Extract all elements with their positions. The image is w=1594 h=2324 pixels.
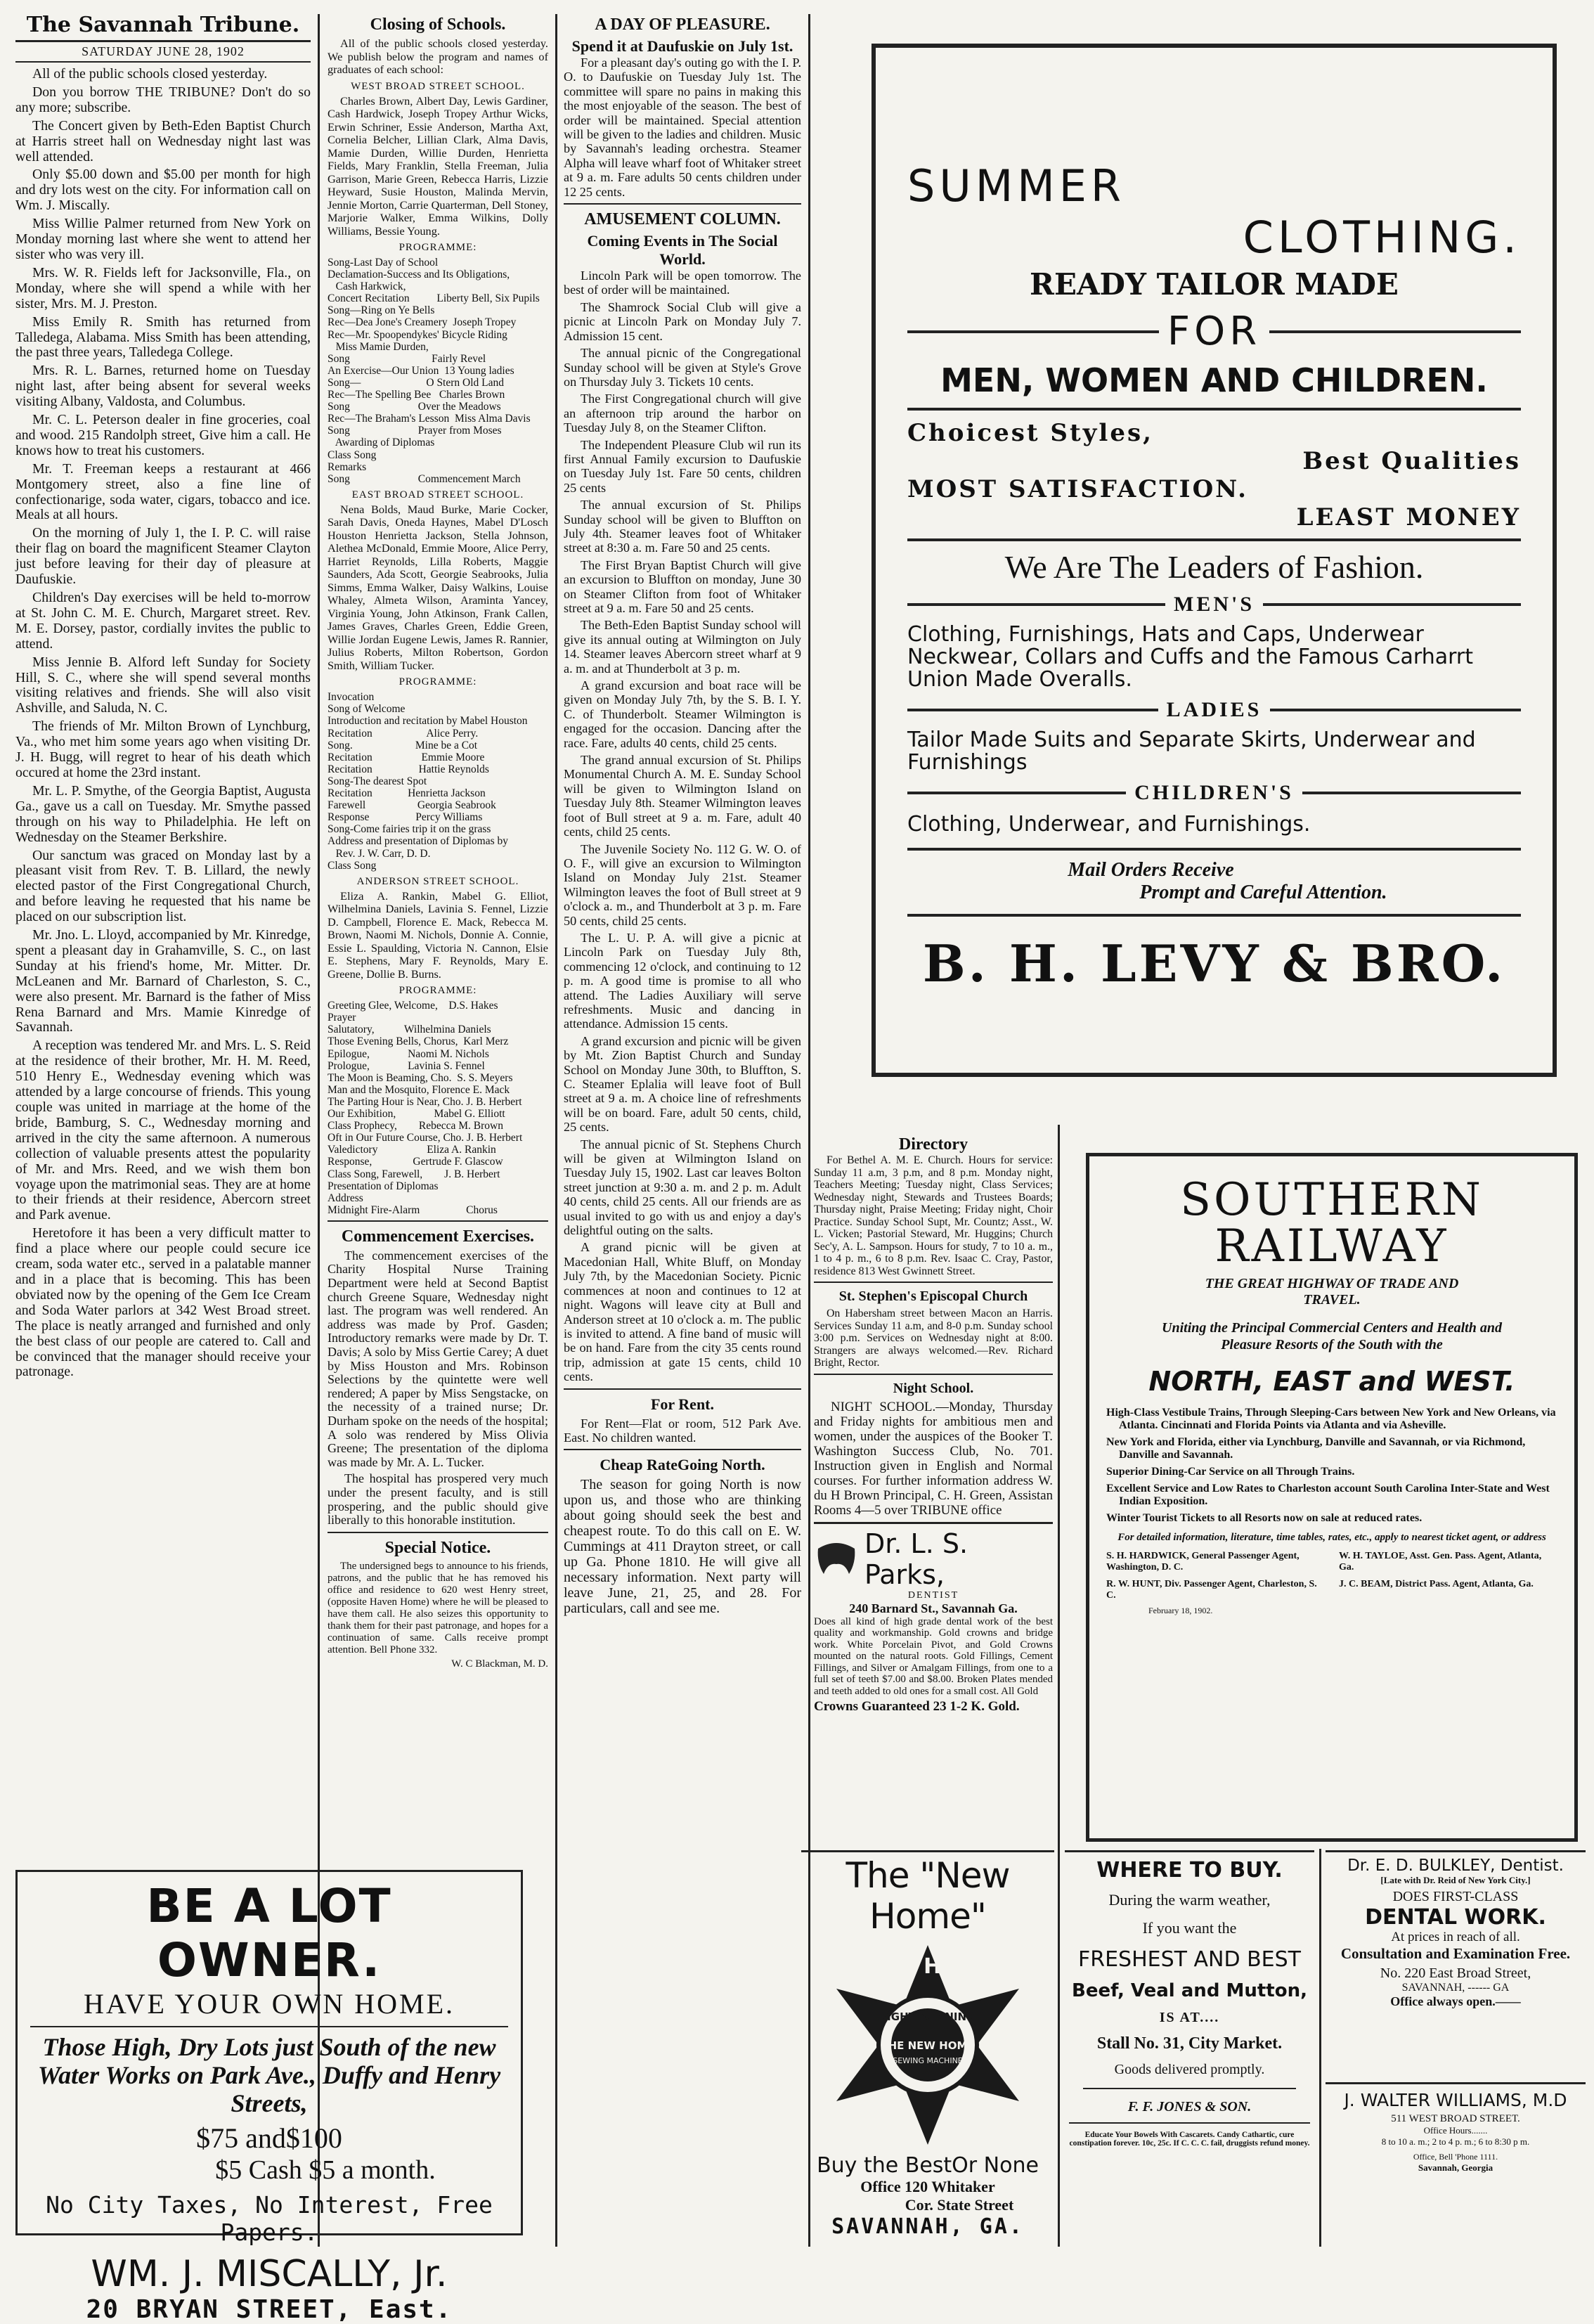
southern-item: Superior Dining-Car Service on all Through Trains. (1106, 1466, 1355, 1478)
williams-name: J. WALTER WILLIAMS, M.D (1344, 2090, 1567, 2110)
divider (1069, 2122, 1310, 2124)
lot-ad-address: 20 BRYAN STREET, East. (86, 2295, 453, 2324)
column-rule (1058, 1125, 1060, 2247)
divider (814, 1374, 1053, 1375)
levy-mail-1: Mail Orders Receive (1068, 859, 1234, 881)
new-home-buy: Buy the BestOr None (817, 2153, 1039, 2178)
levy-clothing: CLOTHING. (1243, 212, 1521, 263)
amusement-items (564, 269, 801, 1383)
where-line-6: Stall No. 31, City Market. (1096, 2034, 1283, 2053)
where-line-2: If you want the (1142, 1919, 1237, 1937)
amusement-item: The Independent Pleasure Club wil run its first Annual Family excursion to Daufuskie on Tuesday July 1st. Fare 50 cents, children 25 cents (564, 437, 801, 495)
news-item: Mr. C. L. Peterson dealer in fine groceries, coal and wood. 215 Randolph street, Give him a call. He knows how to treat his customers. (15, 412, 311, 458)
programme-label: PROGRAMME: (398, 242, 477, 253)
new-home-light-running: LIGHT RUNNING (880, 2010, 976, 2023)
levy-least: LEAST MONEY (1296, 503, 1521, 531)
east-school-title: EAST BROAD STREET SCHOOL. (351, 489, 524, 501)
news-item: Heretofore it has been a very difficult matter to find a place where our people could secure ice cream, soda water etc., served in a palatable manner and in a place that is becoming. This has been obviated now by the opening of the Gem Ice Cream and Soda Water parlors at 342 West Broad street. The place is neatly arranged and furnished and only the best class of our people are catered to. Call and be convinced that the manager should receive your patronage. (15, 1225, 311, 1380)
rent-heading: For Rent. (650, 1395, 715, 1413)
southern-tagline: THE GREAT HIGHWAY OF TRADE AND TRAVEL. (1205, 1276, 1459, 1308)
column-rule (1319, 1849, 1321, 2247)
parks-crowns: Crowns Guaranteed 23 1-2 K. Gold. (814, 1699, 1020, 1714)
levy-most: MOST SATISFACTION. (907, 475, 1248, 503)
amusement-item: The grand annual excursion of St. Philips Monumental Church A. M. E. Sunday School will be given to Wilmington Island on Tuesday July 8th. Steamer Wilmington leaves foot of Bull street at 9 a. m. Fare, adult 40 cents, child 25 cents. (564, 753, 801, 839)
southern-uniting: Uniting the Principal Commercial Centers and Health and Pleasure Resorts of the South with the (1162, 1320, 1502, 1353)
levy-children-text: Clothing, Underwear, and Furnishings. (907, 812, 1311, 837)
amusement-item: A grand excursion and boat race will be given on Monday July 7th, by the S. B. I. Y. C. of Thunderbolt. Steamer Wilmington is engaged for the occasion. Dancing after the race. Fare, adults 40 cents, child 25 cents. (564, 678, 801, 750)
column-rule (555, 14, 557, 2247)
lot-owner-ad (15, 1870, 523, 2324)
lot-ad-price: $75 and$100 (196, 2122, 342, 2154)
pleasure-text: For a pleasant day's outing go with the I. P. O. to Daufuskie on Tuesday July 1st. The committee will spare no pains in making this the most enjoyable of the season. The best of order will be maintained. Special attention will be given to the ladies and children. Music by Savannah's leading orchestra. Steamer Alpha will leave wharf foot of Whitaker street at 9 a. m. Fare adults 50 cents children under 12 25 cents. (564, 56, 801, 199)
where-line-3: FRESHEST AND BEST (1077, 1947, 1302, 1972)
where-footer: Educate Your Bowels With Cascarets. Candy Cathartic, cure constipation forever. 10c, 25c. If C. C. C. fail, druggists refund money. (1069, 2131, 1310, 2148)
southern-item: Winter Tourist Tickets to all Resorts now on sale at reduced rates. (1106, 1512, 1423, 1524)
levy-men-women-children: MEN, WOMEN AND CHILDREN. (940, 361, 1488, 399)
levy-children: CHILDREN'S (1134, 781, 1294, 804)
pleasure-heading: A DAY OF PLEASURE. (595, 15, 770, 34)
williams-hours-label: Office Hours....... (1423, 2125, 1488, 2136)
divider (564, 1449, 801, 1450)
west-school-programme: Song-Last Day of School Declamation-Success and Its Obligations, Cash Harkwick, Concert Recitation Liberty Bell, Six Pupils Song—Ring on Ye Bells Rec—Dea Jone's Creamery Joseph Tropey Rec—Mr. Spoopendykes' Bicycle Riding Miss Mamie Durden, Song Fairly Revel An Exercise—Our Union 13 Young ladies Song— O Stern Old Land Rec—The Spelling Bee Charles Brown Song Over the Meadows Rec—The Braham's Lesson Miss Alma Davis Song Prayer from Moses Awarding of Diplomas Class Song Remarks Song Commencement March (328, 257, 540, 485)
southern-date: February 18, 1902. (1148, 1606, 1213, 1615)
news-item: On the morning of July 1, the I. P. C. will raise their flag on board the magnificent Steamer Clayton just before leaving for their day of pleasure at Daufuskie. (15, 525, 311, 588)
parks-ad (814, 1528, 1053, 1715)
amusement-item: A grand picnic will be given at Macedonian Hall, White Bluff, on Monday July 7th, by the Macedonian Society. Picnic commences at noon and continues to 12 at night. Wagons will leave city at Bull and Anderson street at 10 o'clock a. m. The public is invited to attend. A fine band of music will be on hand. Fare from the city 35 cents round trip, admission at gate 15 cents, child 10 cents. (564, 1240, 801, 1384)
levy-for-bar (907, 309, 1521, 354)
williams-city: Savannah, Georgia (1418, 2162, 1493, 2173)
cheap-rate-heading: Cheap RateGoing North. (600, 1456, 765, 1474)
commencement-text-2: The hospital has prospered very much under the present faculty, and is still prospering, and the public should give liberally to this honorable institution. (328, 1471, 548, 1528)
lot-ad-desc: Those High, Dry Lots just South of the new Water Works on Park Ave., Duffy and Henry Streets, (37, 2033, 501, 2117)
southern-item: New York and Florida, either via Lynchburg, Danville and Savannah, or via Richmond, Danville and Savannah. (1106, 1436, 1526, 1461)
column-1 (15, 13, 311, 1868)
amusement-item: Lincoln Park will be open tomorrow. The best of order will be maintained. (564, 269, 801, 297)
levy-mens-text: Clothing, Furnishings, Hats and Caps, Underwear Neckwear, Collars and Cuffs and the Famous Carharrt Union Made Overalls. (907, 622, 1474, 692)
lot-ad-no-tax: No City Taxes, No Interest, Free Papers. (46, 2191, 493, 2246)
news-item: Miss Willie Palmer returned from New York on Monday morning last where she went to attend her sister who was very ill. (15, 216, 311, 262)
new-home-sewing: SEWING MACHINE (893, 2056, 963, 2065)
amusement-item: The Shamrock Social Club will give a picnic at Lincoln Park on Monday July 7. Admission 15 cent. (564, 299, 801, 343)
new-home-corner: Cor. State Street (905, 2196, 1014, 2214)
southern-railway-ad (1086, 1153, 1578, 1842)
new-home-center: THE NEW HOME (881, 2039, 975, 2052)
pleasure-subheading: Spend it at Daufuskie on July 1st. (571, 37, 793, 55)
rent-text: For Rent—Flat or room, 512 Park Ave. East. No children wanted. (564, 1416, 801, 1445)
news-item: All of the public schools closed yesterday. (32, 66, 268, 82)
levy-clothing-ad (871, 44, 1557, 1077)
southern-item: Excellent Service and Low Rates to Charleston account South Carolina Inter-State and West Indian Exposition. (1106, 1483, 1550, 1507)
news-item: Mr. L. P. Smythe, of the Georgia Baptist, Augusta Ga., gave us a call on Tuesday. Mr. Smythe passed through on his way to Philadelphia. He left on Wednesday on the Steamer Berkshire. (15, 782, 311, 845)
levy-mens: MEN'S (1174, 593, 1255, 616)
where-title: WHERE TO BUY. (1096, 1858, 1283, 1883)
news-item: Miss Jennie B. Alford left Sunday for Society Hill, S. C., where she will spend several months visiting relatives and friends. She will also visit Ashville, and Saluda, N. C. (15, 654, 311, 716)
where-line-7: Goods delivered promptly. (1114, 2062, 1265, 2077)
directory-column (814, 1135, 1053, 1845)
new-home-ring-text: NEW HOME (860, 1954, 995, 1979)
amusement-item: The Juvenile Society No. 112 G. W. O. of O. F., will give an excursion to Wilmington Island on Monday July 21st. Steamer Wilmington leaves the foot of Bull street at 9 o'clock a. m., and Thunderbolt at 3 p. m. Fare 50 cents, child 25 cents. (564, 841, 801, 928)
amusement-item: The First Bryan Baptist Church will give an excursion to Bluffton on monday, June 30 on Steamer Clifton from foot of Whitaker street at 9 a. m. Fare 50 and 25 cents. (564, 557, 801, 615)
southern-title-1: SOUTHERN (1180, 1174, 1484, 1226)
amusement-heading: AMUSEMENT COLUMN. (584, 210, 781, 229)
southern-agent: W. H. TAYLOE, Asst. Gen. Pass. Agent, Atlanta, Ga. (1339, 1551, 1542, 1573)
news-item: Children's Day exercises will be held to-morrow at St. John C. M. E. Church, Margaret street. Rev. M. E. Dorsey, pastor, cordially invites the public to attend. (15, 590, 311, 652)
divider (814, 1282, 1053, 1283)
divider (907, 914, 1521, 917)
new-home-ad (801, 1850, 1054, 2244)
news-item: A reception was tendered Mr. and Mrs. L. S. Reid at the residence of their brother, Mr. H. M. Reed, 510 Henry E., Wednesday evening which was attended by a large concourse of friends. This young couple was united in marriage at the home of the bride, Bamburg, S. C., Wednesday morning and arrived in the city the same afternoon. A numerous collection of valuable presents attest the popularity of Mr. and Mrs. Reed, and we wish them bon voyage upon the matrimonial seas. They are at home to their friends at their residence, Abercorn street and Park avenue. (15, 1038, 311, 1223)
williams-hours: 8 to 10 a. m.; 2 to 4 p. m.; 6 to 8:30 p m. (1381, 2136, 1530, 2147)
bulkley-city: SAVANNAH, ------ GA (1401, 1982, 1510, 1994)
night-school-title: Night School. (893, 1380, 974, 1396)
where-to-buy-ad (1065, 1850, 1314, 2244)
levy-for: FOR (1167, 309, 1262, 354)
new-home-office: Office 120 Whitaker (860, 2178, 995, 2195)
divider (907, 538, 1521, 541)
parks-role: DENTIST (907, 1589, 959, 1601)
new-home-star-logo (808, 1939, 1047, 2150)
bulkley-address: No. 220 East Broad Street, (1380, 1965, 1531, 1981)
divider (1083, 2088, 1296, 2089)
levy-leaders: We Are The Leaders of Fashion. (1004, 549, 1424, 585)
levy-children-bar (907, 781, 1521, 805)
southern-nsew: NORTH, EAST and WEST. (1148, 1366, 1515, 1397)
southern-item: High-Class Vestibule Trains, Through Sleeping-Cars between New York and New Orleans, via Atlanta. Cincinnati and Florida Points via Atlanta and via Asheville. (1106, 1407, 1556, 1431)
news-item: Don you borrow THE TRIBUNE? Don't do so any more; subscribe. (15, 84, 311, 115)
bulkley-office: Office always open.—— (1390, 1994, 1521, 2008)
column-2 (328, 15, 548, 1868)
where-line-5: IS AT.... (1159, 2010, 1220, 2025)
williams-phone: Office, Bell 'Phone 1111. (1413, 2152, 1498, 2162)
levy-summer: SUMMER (907, 160, 1125, 212)
news-item: The friends of Mr. Milton Brown of Lynchburg, Va., who met him some years ago when visiting Dr. J. H. Bugg, will regret to hear of his death which occured at home the 23rd instant. (15, 718, 311, 780)
news-item: Miss Emily R. Smith has returned from Talledega, Alabama. Miss Smith has been attending, the past three years, Talledega College. (15, 314, 311, 361)
anderson-school-programme: Greeting Glee, Welcome, D.S. Hakes Prayer Salutatory, Wilhelmina Daniels Those Evening Bells, Chorus, Karl Merz Epilogue, Naomi M. Nichols Prologue, Lavinia S. Fennel The Moon is Beaming, Cho. S. S. Meyers Man and the Mosquito, Florence E. Mack The Parting Hour is Near, Cho. J. B. Herbert Our Exhibition, Mabel G. Elliott Class Prophecy, Rebecca M. Brown Oft in Our Future Course, Cho. J. B. Herbert Valedictory Eliza A. Rankin Response, Gertrude F. Glascow Class Song, Farewell, J. B. Herbert Presentation of Diplomas Address Midnight Fire-Alarm Chorus (328, 1000, 523, 1216)
east-school-names: Nena Bolds, Maud Burke, Marie Cocker, Sarah Davis, Oneda Haynes, Mabel D'Losch Houston Henrietta Jackson, Stella Johnson, Alethea McDonald, Emmie Moore, Alice Perry, Harriet Reynolds, Lilla Roberts, Maggie Saunders, Ada Scott, Georgie Seabrooks, Julia Simms, Emma Walker, Daisy Walkins, Louise Whaley, Almeta Wilson, Araminta Yancey, Virginia Young, John Atkinson, Frank Callen, James Graves, Charles Green, Eddie Green, Willie Jordan Eugene Lewis, James R. Rannier, Julius Roberts, Milton Robertson, Gordon Smith, William Tucker. (328, 502, 548, 672)
levy-name: B. H. LEVY & BRO. (922, 934, 1506, 993)
bulkley-late: [Late with Dr. Reid of New York City.] (1380, 1875, 1531, 1885)
southern-items (1106, 1407, 1557, 1525)
lot-ad-sub: HAVE YOUR OWN HOME. (30, 1987, 508, 2027)
notice-heading: Special Notice. (384, 1538, 491, 1557)
parks-address: 240 Barnard St., Savannah Ga. (849, 1601, 1018, 1615)
levy-ladies-bar (907, 698, 1521, 722)
divider (907, 408, 1521, 411)
commencement-heading: Commencement Exercises. (341, 1227, 535, 1246)
divider (814, 1522, 1053, 1524)
anderson-school-names: Eliza A. Rankin, Mabel G. Elliot, Wilhelmina Daniels, Lavinia S. Fennel, Lizzie D. Campbell, Florence E. Mack, Rebecca M. Brown, Naomi M. Nichols, Donnie A. Connie, Essie L. Spaulding, Victoria N. Cannon, Elsie E. Stephens, Mary F. Reynolds, Mary E. Greene, Dollie B. Burns. (328, 889, 548, 981)
schools-intro: All of the public schools closed yesterday. We publish below the program and names of graduates of each school: (328, 37, 548, 76)
news-item: Our sanctum was graced on Monday last by a pleasant visit from Rev. T. B. Lillard, the newly elected pastor of the First Congregational Church, and before leaving he requested that his name be placed on our subscription list. (15, 847, 311, 925)
levy-best: Best Qualities (1302, 447, 1521, 475)
levy-ladies: LADIES (1166, 698, 1262, 721)
southern-agents (1106, 1551, 1557, 1601)
amusement-item: The Beth-Eden Baptist Sunday school will give its annual outing at Wilmington on July 14. Steamer leaves Abercorn street wharf at 9 a. m. and at Thunderbolt at 3 p. m. (564, 618, 801, 676)
where-line-1: During the warm weather, (1108, 1891, 1271, 1909)
programme-label: PROGRAMME: (398, 985, 477, 997)
bulkley-dental: DENTAL WORK. (1365, 1905, 1546, 1930)
amusement-item: The L. U. P. A. will give a picnic at Lincoln Park on Tuesday July 8th, commencing 12 o'clock, and continuing to 12 p. m. A good time is promise to all who attend. The Ladies Auxiliary will serve refreshments. Music and dancing in attendance. Admission 15 cents. (564, 930, 801, 1031)
divider (328, 1532, 548, 1533)
williams-address: 511 WEST BROAD STREET. (1391, 2113, 1520, 2124)
west-school-title: WEST BROAD STREET SCHOOL. (351, 80, 525, 92)
levy-choicest: Choicest Styles, (907, 419, 1153, 447)
levy-mens-bar (907, 593, 1521, 616)
masthead-date: SATURDAY JUNE 28, 1902 (15, 42, 311, 63)
southern-agent: S. H. HARDWICK, General Passenger Agent, Washington, D. C. (1106, 1551, 1300, 1573)
amusement-item: The annual picnic of St. Stephens Church will be given at Wilmington Island on Tuesday July 15, 1902. Last car leaves Bolton street junction at 9:30 a. m. and 2 p. m. Adult 40 cents, child 25 cents. All our friends are as usual invited to go with us and enjoy a day's delightful outing on the salts. (564, 1137, 801, 1238)
column-3 (564, 15, 801, 2237)
masthead-title: The Savannah Tribune. (15, 13, 311, 42)
bulkley-ad (1326, 1850, 1586, 2082)
bulkley-prices: At prices in reach of all. (1391, 1930, 1520, 1944)
divider (328, 1220, 548, 1222)
bethel-directory: For Bethel A. M. E. Church. Hours for service: Sunday 11 a.m, 3 p.m, and 8 p.m. Monday night, Teachers Meeting; Tuesday night, Class Services; Wednesday night, Stewards and Trustees Boards; Thursday night, Praise Meeting; Friday night, Choir Practice. Sunday School Supt, Mr. Countz; Asst., W. L. Vicken; Pastorial Steward, Mr. Huggins; Church Sec'y, A. L. Sampson. Hours for study, 7 to 10 a. m., 1 to 4 p. m., 6 to 8 p.m. Rev. Isaac C. Cray, Pastor, residence 813 West Gwinnett Street. (814, 1154, 1053, 1277)
levy-mail-2: Prompt and Careful Attention. (1139, 882, 1387, 903)
parks-name: Dr. L. S. Parks, (864, 1528, 968, 1590)
divider (907, 848, 1521, 851)
news-item: Mrs. R. L. Barnes, returned home on Tuesday night last, after being absent for several weeks visiting Albany, Valdosta, and Columbus. (15, 363, 311, 410)
bulkley-consult: Consultation and Examination Free. (1340, 1945, 1571, 1962)
notice-signature: W. C Blackman, M. D. (451, 1658, 548, 1670)
southern-agent: J. C. BEAM, District Pass. Agent, Atlanta, Ga. (1339, 1579, 1534, 1589)
amusement-item: The annual picnic of the Congregational Sunday school will be given at Style's Grove on Thursday July 3. Tickets 10 cents. (564, 346, 801, 389)
southern-detail: For detailed information, literature, time tables, rates, etc., apply to nearest ticket agent, or address (1117, 1532, 1546, 1543)
levy-ready: READY TAILOR MADE (1030, 267, 1399, 302)
bulkley-name: Dr. E. D. BULKLEY, Dentist. (1347, 1857, 1564, 1875)
notice-text: The undersigned begs to announce to his friends, patrons, and the public that he has removed his office and residence to 620 west Henry street, (opposite Haven Home) where he will be pleased to have them call. He also seizes this opportunity to thank them for their past patronage, and hopes for a continuation of same. Calls receive prompt attention. Bell Phone 332. (328, 1560, 548, 1655)
where-line-4: Beef, Veal and Mutton, (1072, 1980, 1307, 2001)
tooth-icon (814, 1542, 859, 1577)
programme-label: PROGRAMME: (398, 676, 477, 688)
amusement-subheading: Coming Events in The Social World. (587, 232, 778, 269)
where-sign: F. F. JONES & SON. (1127, 2099, 1252, 2115)
divider (564, 1388, 801, 1390)
stephen-text: On Habersham street between Macon an Harris. Services Sunday 11 a.m, and 8-0 p.m. Sunday school 3:00 p.m. Services on Wednesday night at 8:00. Strangers are always welcomed.—Rev. Richard Bright, Rector. (814, 1308, 1053, 1369)
anderson-school-title: ANDERSON STREET SCHOOL. (356, 875, 519, 887)
divider (564, 203, 801, 205)
news-item: Mr. T. Freeman keeps a restaurant at 466 Montgomery street, also a fine line of confectionarige, soda water, cigars, tobacco and ice. Meals at all hours. (15, 460, 311, 523)
directory-title: Directory (898, 1135, 968, 1154)
stephen-title: St. Stephen's Episcopal Church (838, 1289, 1028, 1304)
parks-text: Does all kind of high grade dental work of the best quality and workmanship. Gold crowns and bridge work. White Porcelain Pivot, and Gold Crowns mounted on the natural roots. Gold Fillings, Cement Fillings, and Silver or Amalgam Fillings, from one to a full set of teeth $7.00 and $8.00. Broken Plates mended and teeth added to old ones for a small cost. All Gold (814, 1615, 1053, 1697)
local-news (15, 67, 311, 1380)
news-item: Only $5.00 down and $5.00 per month for high and dry lots west on the city. For information call on Wm. J. Miscally. (15, 167, 311, 214)
lot-ad-terms: $5 Cash $5 a month. (215, 2155, 436, 2185)
news-item: Mrs. W. R. Fields left for Jacksonville, Fla., on Monday, where she will spend a while with her sister, Mrs. M. J. Preston. (15, 264, 311, 311)
commencement-text: The commencement exercises of the Charity Hospital Nurse Training Department were held at Second Baptist church Greene Square, Wednesday night last. The program was well rendered. An address was made by Prof. Gasden; Introductory remarks were made by Dr. T. Davis; A solo by Miss Gertie Carey; A duet by Miss Houston and Mrs. Robinson Selections by the quintette were well rendered; A paper by Miss Sengstacke, on the necessity of a trained nurse; Dr. Durham spoke on the needs of the hospital; A solo was rendered by Miss Olivia Greene; The presentation of the diploma was made by Mr. A. L. Tucker. (328, 1248, 548, 1469)
amusement-item: The annual excursion of St. Philips Sunday school will be given to Bluffton on July 4th. Steamer leaves foot of Whitaker street at 8:30 a. m. Fare 50 and 25 cents. (564, 498, 801, 555)
bulkley-does: DOES FIRST-CLASS (1392, 1889, 1519, 1904)
new-home-city: SAVANNAH, GA. (831, 2214, 1024, 2239)
lot-ad-title: BE A LOT OWNER. (146, 1879, 392, 1987)
amusement-item: The First Congregational church will give an afternoon trip around the harbor on Tuesday July 8, on the Steamer Clifton. (564, 392, 801, 435)
news-item: Mr. Jno. L. Lloyd, accompanied by Mr. Kinredge, spent a pleasant day in Grahamville, S. C., on last Sunday at his friend's home, Mr. Mitter. Dr. McLeanen and Mr. Barnard of Charleston, S. C., were also present. Mr. Barnard is the father of Miss Rena Barnard and Mrs. Mamie Kinredge of Savannah. (15, 927, 311, 1035)
southern-title-2: RAILWAY (1214, 1220, 1449, 1272)
levy-ladies-text: Tailor Made Suits and Separate Skirts, Underwear and Furnishings (907, 728, 1476, 775)
schools-heading: Closing of Schools. (370, 15, 506, 34)
southern-agent: R. W. HUNT, Div. Passenger Agent, Charleston, S. C. (1106, 1579, 1317, 1601)
news-item: The Concert given by Beth-Eden Baptist Church at Harris street hall on Wednesday night last was well attended. (15, 117, 311, 164)
east-school-programme: Invocation Song of Welcome Introduction and recitation by Mabel Houston Recitation Alice Perry. Song. Mine be a Cot Recitation Emmie Moore Recitation Hattie Reynolds Song-The dearest Spot Recitation Henrietta Jackson Farewell Georgia Seabrook Response Percy Williams Song-Come fairies trip it on the grass Address and presentation of Diplomas by Rev. J. W. Carr, D. D. Class Song (328, 691, 528, 872)
west-school-names: Charles Brown, Albert Day, Lewis Gardiner, Cash Hardwick, Joseph Tropey Arthur Wicks, Erwin Schriner, Essie Anderson, Martha Axt, Cornelia Belcher, Lillian Clark, Alma Davis, Mamie Durden, Willie Durden, Henrietta Fields, Mary Franklin, Stella Freeman, Julia Garrison, Marie Green, Rebecca Harris, Lizzie Heyward, Susie Houston, Malinda Mervin, Jennie Morton, Carrie Quarterman, Dell Stoney, Marjorie Walker, Emma Wilkins, Dolly Williams, Bessie Young. (328, 93, 548, 238)
cheap-rate-text: The season for going North is now upon us, and those who are thinking about going should seek the best and cheapest route. To do this call on E. W. Cummings at 411 Drayton street, or call up Ga. Phone 1810. He will give all necessary information. Next party will leave June, 21, 25, and 28. For particulars, call and see me. (564, 1477, 801, 1617)
williams-ad (1326, 2082, 1586, 2242)
new-home-title: The "New Home" (845, 1855, 1010, 1937)
night-school-text: NIGHT SCHOOL.—Monday, Thursday and Friday nights for ambitious men and women, under the auspices of the Booker T. Washington Success Club, No. 701. Instruction given in English and Normal courses. For further information address W. du H Brown Principal, C. H. Green, Assistan Rooms 4—5 over TRIBUNE office (814, 1399, 1053, 1518)
lot-ad-name: WM. J. MISCALLY, Jr. (91, 2253, 448, 2295)
amusement-item: A grand excursion and picnic will be given by Mt. Zion Baptist Church and Sunday School on Monday June 30th, to Bluffton, S. C. Steamer Eplalia will leave foot of Bull street at 9 a. m. A choice line of refreshments will be on board. Fare, adult 50 cents, child, 25 cents. (564, 1033, 801, 1135)
